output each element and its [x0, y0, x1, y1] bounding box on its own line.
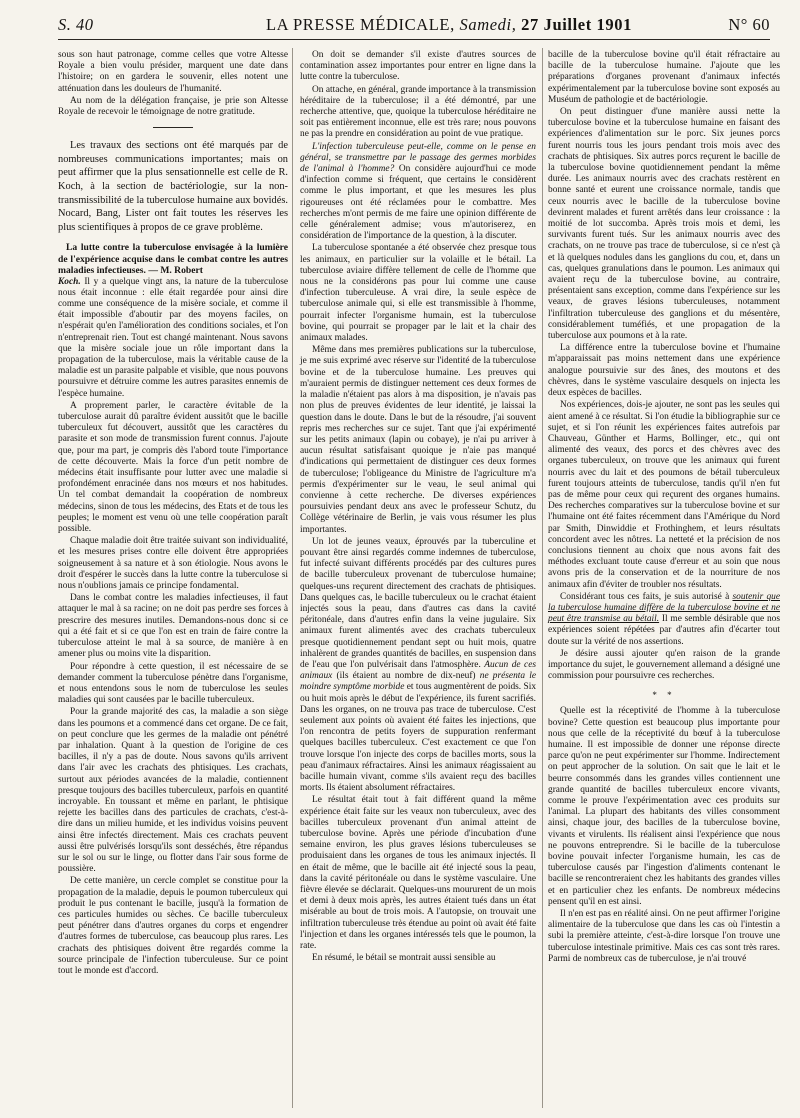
paragraph: On peut distinguer d'une manière aussi nette la tuberculose bovine et la tuberculose humaine en faisant des expériences d'alimentation sur le porc. Six jeunes porcs furent nourris tous les jours pendant trois mois avec des crachats de phtisiques. Six autres porcs reçurent le bacille de la tuberculose bovine quotidiennement pendant la même durée. Les animaux nourris avec des crachats restèrent en bonne santé et eurent une croissance normale, tandis que ceux nourris avec le bacille de la tuberculose bovine devinrent malades et furent arrêtés dans leur croissance : la moitié de lot succomba. Après trois mois et demi, les survivants furent tués. Sur les animaux nourris avec des crachats, on ne trouve pas trace de tuberculose, si ce n'est çà et là quelques nodules dans les ganglions du cou, et, dans un cas, quelques granulations dans le poumon. Les animaux qui avaient reçu de la tuberculose bovine, au contraire, présentaient sans exception, comme dans l'expérience sur les veaux, de graves lésions tuberculeuses, notamment l'infiltration tuberculeuse des ganglions et du mésentère, considérablement tuméfiés, et une propagation de la tuberculose aux poumons et à la rate. [548, 107, 780, 342]
paragraph-text: Un lot de jeunes veaux, éprouvés par la tuberculine et pouvant être ainsi regardés comme indemnes de tuberculose, fut infecté suivant différents procédés par des cultures pures de bacille tuberculeux provenant de tuberculose humaine; quelques-uns reçurent directement des crachats de phtisiques. Dans quelques cas, le bacille tuberculeux ou le crachat étaient injectés sous la peau, dans d'autres cas dans la cavité péritonéale, dans d'autres enfin dans la veine jugulaire. Six animaux furent alimentés avec des crachats tuberculeux presque quotidiennement pendant sept ou huit mois, quatre inhalèrent de grandes quantités de bacilles, en suspension dans de l'eau que l'on pulvérisait dans l'atmosphère. [300, 536, 536, 670]
paragraph: Au nom de la délégation française, je prie son Altesse Royale de recevoir le témoignage de notre gratitude. [58, 95, 288, 118]
section-asterisks: * * [652, 690, 676, 701]
paragraph-text: On considère aujourd'hui ce mode d'infection comme si fréquent, que certains le considèrent comme le plus important, et que les mesures les plus rigoureuses ont été réclamées pour le combattre. Mes recherches m'ont permis de me faire une opinion différente de celle généralement admise; vous m'autoriserez, en considération de l'importance de la question, à la discuter. [300, 164, 537, 242]
italic-text: Aucun de ces animaux [300, 659, 537, 682]
paragraph: bacille de la tuberculose bovine qu'il était réfractaire au bacille de la tuberculose humaine. J'ajoute que les préparations d'organes provenant d'animaux infectés expérimentalement par la tuberculose bovine sont exposés au Muséum de pathologie et de bactériologie. [548, 50, 780, 105]
paragraph [58, 277, 288, 400]
italic-text: L'infection tuberculeuse peut-elle, comme on le pense en général, se transmettre par le passage des germes morbides de l'animal à l'homme? [300, 141, 536, 175]
paragraph: En résumé, le bétail se montrait aussi sensible au [312, 953, 496, 964]
paragraph: On attache, en général, grande importance à la transmission héréditaire de la tuberculose; il a été démontré, par une recherche attentive, que, quoique la tuberculose héréditaire ne soit pas entièrement inconnue, elle est très rare; nous pouvons ne pas la prendre en considération au point de vue pratique. [300, 84, 536, 140]
paragraph-text: (ils étaient au nombre de dix-neuf) [336, 671, 476, 682]
italic-text: soutenir que la tuberculose humaine diffère de la tuberculose bovine et ne peut être transmise au bétail. [548, 591, 780, 625]
paragraph: Dans le combat contre les maladies infectieuses, il faut attaquer le mal à sa racine; on ne doit pas perdre ses forces à prescrire des mesures inutiles. Demandons-nous donc si ce qui a été fait et si ce que l'on est en train de faire contre la tuberculose atteint le mal à sa source, de manière à en amener plus ou moins vite la disparition. [58, 593, 288, 660]
column-middle [300, 50, 536, 965]
paragraph: Le résultat était tout à fait différent quand la même expérience était faite sur les veaux non tuberculeux, avec des bacilles tuberculeux provenant d'un animal atteint de tuberculose bovine. Après une période d'incubation d'une semaine environ, les plus graves lésions tuberculeuses se produisaient dans les organes de tous les animaux injectés. Il en était de même, que le bacille ait été injecté sous la peau, dans la cavité péritonéale ou dans le système vasculaire. Une fièvre élevée se déclarait. Quelques-uns moururent de un mois et demi à deux mois après, les autres étaient tués dans un état misérable au bout de trois mois. A l'autopsie, on trouvait une infiltration tuberculeuse très étendue au point où avait été faite l'injection et dans les organes intéressés tels que le poumon, la rate. [300, 795, 536, 952]
paragraph [300, 142, 536, 243]
paragraph-text: Il me semble désirable que nos expériences soient répétées par d'autres afin d'écarter tout doute sur la vérité de nos assertions. [548, 614, 780, 647]
paragraph: Nos expériences, dois-je ajouter, ne sont pas les seules qui aient amené à ce résultat. Si l'on étudie la bibliographie sur ce sujet, et si l'on réunit les expériences faites autrefois par Chauveau, Günther et Harms, Bollinger, etc., qui ont alimenté des veaux, des porcs et des chèvres avec des organes tuberculeux, on trouve que les animaux qui furent nourris avec du lait et des poumons de bétail tuberculeux furent toujours atteints de tuberculose, tandis qu'il n'en fut pas de même pour ceux qui reçurent des organes humains. Des recherches comparatives sur la tuberculose bovine et sur l'humaine ont été faites récemment dans l'Amérique du Nord par Smith, Dinwiddie et Frothinghem, et leurs résultats concordent avec les nôtres. La netteté et la précision de nos conclusions tiennent au choix que nous avons fait des méthodes excluant toute cause d'erreur et au soin que nous avons pris de la conservation et de la nourriture de nos animaux afin d'éviter de troubler nos résultats. [548, 400, 780, 590]
page-number: S. 40 [58, 15, 94, 34]
paragraph: Quelle est la réceptivité de l'homme à la tuberculose bovine? Cette question est beaucoup plus importante pour nous que celle de la réceptivité du bœuf à la tuberculose humaine. Il est impossible de donner une réponse directe parce qu'on ne peut expérimenter sur l'homme. Indirectement on peut approcher de la solution. On sait que le lait et le beurre consommés dans les grandes villes contiennent une grande quantité de bacilles tuberculeux encore vivants, comme le prouve l'expérimentation avec ces produits sur l'animal. La plupart des habitants des villes consomment ainsi, chaque jour, des bacilles de la tuberculose bovine, vivants et virulents. Ils réalisent ainsi l'expérience que nous ne pouvons entreprendre. Si le bacille de la tuberculose bovine pouvait infecter l'organisme humain, les cas de tuberculose causés par l'ingestion d'aliments contenant le bacille se rencontreraient chez les habitants des grandes villes et en particulier chez les enfants. De nombreux médecins pensent qu'il en est ainsi. [548, 706, 780, 907]
issue-number: N° 60 [728, 15, 770, 34]
paragraph: Même dans mes premières publications sur la tuberculose, je me suis exprimé avec réserve sur l'identité de la tuberculose bovine et de la tuberculose humaine. Les preuves qui m'auraient permis de distinguer nettement ces deux formes de la maladie n'étaient pas alors à ma disposition, je n'avais pas non plus de preuves évidentes de leur identité, je laissai la question dans le doute. Dans le but de la résoudre, j'ai souvent repris mes recherches sur ce sujet. Tant que j'ai expérimenté sur les petits animaux (lapin ou cobaye), je n'ai pu arriver à aucun résultat satisfaisant quoique je n'aie pas manqué d'indications qui permettaient de distinguer ces deux formes de tuberculose; l'obligeance du Ministre de l'agriculture m'a permis d'expérimenter sur le veau, le seul animal qui convienne à cette recherche. De diverses expériences poursuivies pendant deux ans avec le professeur Schutz, du Collège vétérinaire de Berlin, je vais vous résumer les plus importantes. [300, 345, 536, 535]
italic-text: ne présenta le moindre symptôme morbide [300, 671, 537, 693]
paragraph: A proprement parler, le caractère évitable de la tuberculose aurait dû paraître évident aussitôt que le bacille tuberculeux fut découvert, aussitôt que les caractères du parasite et son mode de transmission furent connus. J'ajoute que, pour ma part, je compris dès l'abord toute l'importance de cette découverte. Mais la force d'un petit nombre de médecins était insuffisante pour lutter avec une maladie si profondément enracinée dans nos mœurs et nos habitudes. Un tel combat demandait la coopération de nombreux médecins, sinon de tous les médecins, des Etats et de tous les peuples; le moment est venu où une telle coopération paraît possible. [58, 400, 288, 535]
paragraph-intro: Les travaux des sections ont été marqués par de nombreuses communications importantes; mais on peut affirmer que la plus sensationnelle est celle de R. Koch, à la section de bactériologie, sur la non-transmissibilité de la tuberculose humaine aux bovidés. Nocard, Bang, Lister ont fait toutes les réserves les plus scientifiques à propos de ce grave problème. [58, 140, 288, 233]
paragraph [548, 592, 780, 648]
journal-masthead [266, 15, 632, 35]
paragraph-text: Il y a quelque vingt ans, la nature de la tuberculose nous était inconnue : elle était regardée pour ainsi dire comme une conséquence de la misère sociale, et comme il était impossible d'aboutir par des moyens faciles, on n'espérait qu'en l'amélioration des conditions sociales, et l'on n'entreprenait rien. Tout est changé maintenant. Nous savons que la misère sociale joue un rôle important dans la propagation de la tuberculose, mais la véritable cause de la maladie est un parasite palpable et visible, que nous pouvons poursuivre et détruire comme les autres parasites ennemis de l'espèce humaine. [58, 276, 289, 399]
paragraph: On doit se demander s'il existe d'autres sources de contamination assez importantes pour entrer en ligne dans la lutte contre la tuberculose. [300, 50, 536, 83]
paragraph: La différence entre la tuberculose bovine et l'humaine m'apparaissait pas moins nettement dans une expérience analogue poursuivie sur des ânes, des moutons et des chèvres, dans le système vasculaire desquels on injecta les deux espèces de bacilles. [548, 343, 780, 399]
author-name: Koch. [58, 276, 81, 287]
paragraph [300, 537, 536, 795]
paragraph: La tuberculose spontanée a été observée chez presque tous les animaux, en particulier sur la volaille et le bétail. La tuberculose aviaire diffère tellement de celle de l'homme que nous ne la considérons pas pour lui comme une cause d'infection tuberculeuse. A vrai dire, la seule espèce de tuberculose animale qui, si elle est transmissible à l'homme, pourrait infecter l'organisme humain, est la tuberculose bovine, qui pourrait se propager par le lait et la chair des animaux malades. [300, 243, 536, 344]
journal-title: LA PRESSE MÉDICALE, [266, 15, 455, 34]
paragraph-text: Considérant tous ces faits, je suis autorisé à [560, 591, 730, 602]
date-day: Samedi, [459, 15, 517, 34]
column-divider [292, 48, 293, 1108]
column-divider [542, 48, 543, 1108]
paragraph: Je désire aussi ajouter qu'en raison de la grande importance du sujet, le gouvernement allemand a désigné une commission pour poursuivre ces recherches. [548, 648, 780, 682]
paragraph: Pour la grande majorité des cas, la maladie a son siège dans les poumons et a commencé dans cet organe. De ce fait, on peut conclure que les germes de la maladie ont pénétré par inhalation. Quant à la question de l'origine de ces bacilles, il n'y a pas de doute. Nous savons qu'ils arrivent dans l'air avec les crachats des phtisiques. Les crachats, surtout aux périodes avancées de la maladie, contiennent presque toujours des bacilles tuberculeux, parfois en quantité incroyable. En toussant et même en parlant, le phtisique rejette les bacilles dans des particules de crachats, c'est-à-dire dans un milieu humide, et les individus voisins peuvent ainsi être infectés directement. Mais ces crachats peuvent aussi être pulvérisés lorsqu'ils sont desséchés, être répandus sur le sol ou sur le linge, ou flotter dans l'air sous forme de poussière. [58, 707, 288, 875]
paragraph: Pour répondre à cette question, il est nécessaire de se demander comment la tuberculose pénètre dans l'organisme, et nous entendons sous le nom de tuberculose les seules maladies qui sont causées par le bacille tuberculeux. [58, 661, 288, 706]
column-right [548, 50, 780, 966]
section-heading [58, 242, 288, 276]
page-header [58, 15, 770, 40]
section-heading-text: La lutte contre la tuberculose envisagée à la lumière de l'expérience acquise dans le combat contre les autres maladies infectieuses. — M. Robert [58, 242, 288, 277]
column-left [58, 50, 288, 978]
paragraph: Il n'en est pas en réalité ainsi. On ne peut affirmer l'origine alimentaire de la tuberculose que dans les cas où l'intestin a subi la première atteinte, c'est-à-dire lorsque l'on trouve une tuberculose intestinale primitive. Mais ces cas sont très rares. Parmi de nombreux cas de tuberculose, je n'ai trouvé [548, 909, 780, 964]
paragraph-text: et tous augmentèrent de poids. Six ou huit mois après le début de l'expérience, ils furent sacrifiés. Dans les organes, on ne trouva pas trace de tuberculose. C'est seulement aux points où avaient été faites les injections, que l'on rencontra de petits foyers de suppuration renfermant quelques bacilles tuberculeux. C'est exactement ce que l'on trouve lorsque l'on injecte des corps de bacilles morts, sous la peau d'animaux réfractaires. Ainsi les animaux réagissaient au bacille humain vivant, comme s'ils avaient reçu des bacilles morts. Ils étaient absolument réfractaires. [300, 682, 537, 794]
paragraph: Chaque maladie doit être traitée suivant son individualité, et les mesures prises contre elle doivent être appropriées soigneusement à sa nature et à son étiologie. Nous avons le droit d'espérer le succès dans la lutte contre la tuberculose si nous n'oublions jamais ce principe fondamental. [58, 536, 288, 592]
section-separator [153, 127, 193, 128]
paragraph: De cette manière, un cercle complet se constitue pour la propagation de la maladie, depuis le poumon tuberculeux qui produit le pus contenant le bacille, jusqu'à la formation de ces particules humides ou sèches. Ce bacille tuberculeux peut pénétrer dans d'autres organes du corps et engendrer d'autres formes de tuberculose, cas beaucoup plus rares. Les crachats des phtisiques doivent être regardés comme la source principale de l'infection tuberculeuse. Sur ce point tout le monde est d'accord. [58, 876, 288, 976]
paragraph: sous son haut patronage, comme celles que votre Altesse Royale a bien voulu présider, marquent une date dans l'histoire; on en gardera le souvenir, elles notent une atténuation dans les douleurs de l'humanité. [58, 50, 288, 94]
date-rest: 27 Juillet 1901 [521, 15, 632, 34]
